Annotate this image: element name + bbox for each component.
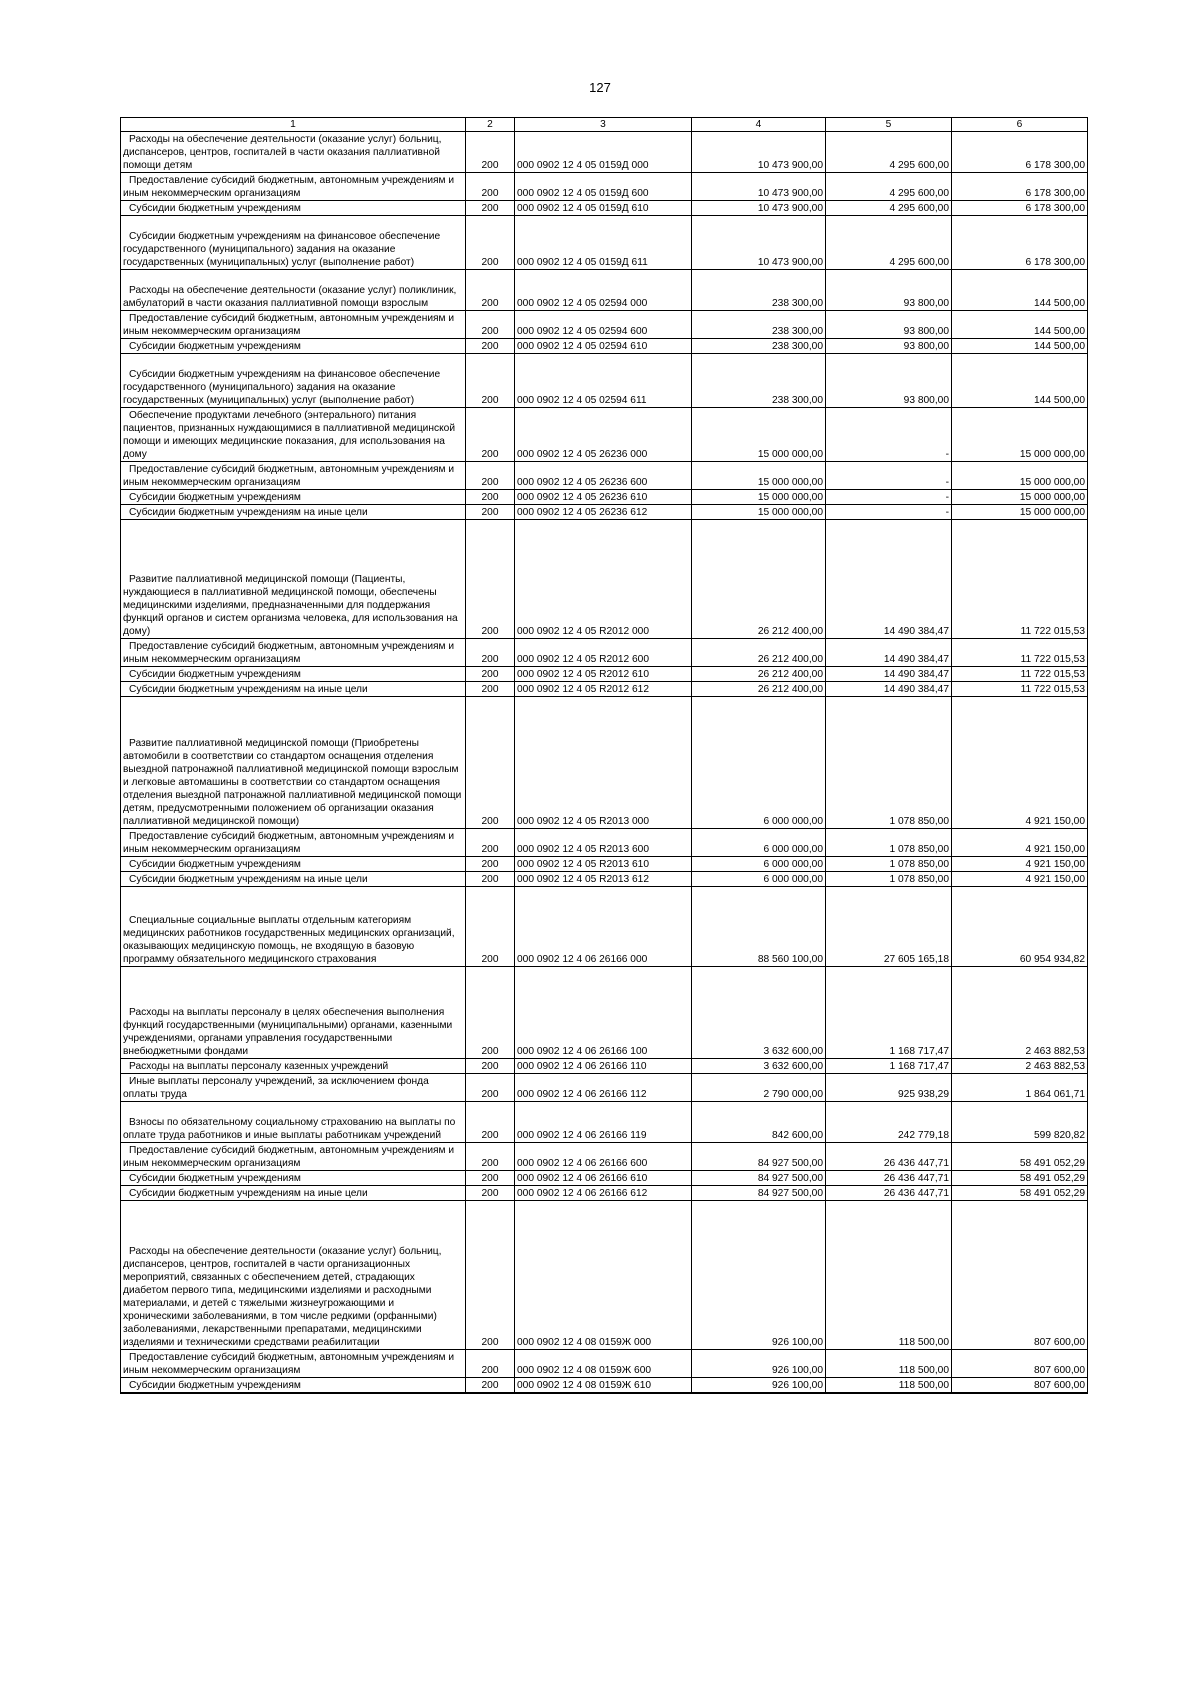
row-executed-cell: 26 436 447,71 [826,1171,952,1186]
row-name-cell [121,697,466,829]
row-executed-cell: 26 436 447,71 [826,1186,952,1201]
row-name-cell [121,490,466,505]
row-executed-cell: 925 938,29 [826,1074,952,1102]
row-remainder-cell: 60 954 934,82 [952,887,1088,967]
row-executed-cell: 93 800,00 [826,339,952,354]
row-classifier-cell: 000 0902 12 4 06 26166 119 [515,1102,692,1143]
row-code-cell: 200 [466,173,515,201]
row-code-cell: 200 [466,201,515,216]
row-remainder-cell: 807 600,00 [952,1378,1088,1393]
row-classifier-cell: 000 0902 12 4 05 02594 600 [515,311,692,339]
row-classifier-cell: 000 0902 12 4 05 0159Д 600 [515,173,692,201]
row-remainder-cell: 6 178 300,00 [952,132,1088,173]
row-remainder-cell: 2 463 882,53 [952,1059,1088,1074]
table-row [121,1378,1088,1393]
row-plan-cell: 6 000 000,00 [692,697,826,829]
row-classifier-cell: 000 0902 12 4 05 R2012 600 [515,639,692,667]
row-executed-cell: 4 295 600,00 [826,201,952,216]
row-name-cell [121,339,466,354]
row-code-cell: 200 [466,1186,515,1201]
row-classifier-cell: 000 0902 12 4 06 26166 612 [515,1186,692,1201]
budget-table [120,117,1088,1394]
row-executed-cell: 93 800,00 [826,354,952,408]
row-executed-cell: 4 295 600,00 [826,173,952,201]
row-name-cell [121,667,466,682]
row-classifier-cell: 000 0902 12 4 05 26236 612 [515,505,692,520]
row-classifier-cell: 000 0902 12 4 05 R2013 610 [515,857,692,872]
row-plan-cell: 3 632 600,00 [692,967,826,1059]
row-remainder-cell: 4 921 150,00 [952,829,1088,857]
column-header-3: 3 [515,118,692,132]
table-row [121,1186,1088,1201]
row-name-text: Обеспечение продуктами лечебного (энтерального) питания пациентов, признанных нуждающимися в паллиативной медицинской помощи и имеющих медицинские показания, для использования на дому [123,410,456,460]
table-row [121,270,1088,311]
row-name-text: Взносы по обязательному социальному страхованию на выплаты по оплате труда работников и иные выплаты работникам учреждений [123,1117,456,1141]
table-row [121,173,1088,201]
row-remainder-cell: 58 491 052,29 [952,1171,1088,1186]
row-plan-cell: 15 000 000,00 [692,462,826,490]
row-name-cell [121,132,466,173]
row-code-cell: 200 [466,1350,515,1378]
row-classifier-cell: 000 0902 12 4 06 26166 110 [515,1059,692,1074]
row-remainder-cell: 11 722 015,53 [952,520,1088,639]
row-classifier-cell: 000 0902 12 4 05 R2012 612 [515,682,692,697]
row-name-cell [121,1059,466,1074]
row-name-cell [121,682,466,697]
row-plan-cell: 26 212 400,00 [692,667,826,682]
row-classifier-cell: 000 0902 12 4 05 R2012 000 [515,520,692,639]
row-executed-cell: 1 078 850,00 [826,697,952,829]
column-header-4: 4 [692,118,826,132]
row-executed-cell: - [826,408,952,462]
row-remainder-cell: 6 178 300,00 [952,216,1088,270]
table-row [121,639,1088,667]
row-classifier-cell: 000 0902 12 4 05 26236 610 [515,490,692,505]
row-name-text: Субсидии бюджетным учреждениям на финансовое обеспечение государственного (муниципального) задания на оказание государственных (муниципальных) услуг (выполнение работ) [123,231,441,268]
row-executed-cell: 14 490 384,47 [826,667,952,682]
row-name-cell [121,872,466,887]
row-plan-cell: 238 300,00 [692,311,826,339]
row-classifier-cell: 000 0902 12 4 05 26236 000 [515,408,692,462]
table-row [121,1059,1088,1074]
row-classifier-cell: 000 0902 12 4 06 26166 000 [515,887,692,967]
row-name-cell [121,1171,466,1186]
row-code-cell: 200 [466,490,515,505]
row-remainder-cell: 599 820,82 [952,1102,1088,1143]
row-classifier-cell: 000 0902 12 4 06 26166 100 [515,967,692,1059]
row-name-text: Субсидии бюджетным учреждениям [129,341,301,352]
row-plan-cell: 15 000 000,00 [692,505,826,520]
row-executed-cell: 14 490 384,47 [826,520,952,639]
table-row [121,1074,1088,1102]
row-code-cell: 200 [466,697,515,829]
row-name-text: Субсидии бюджетным учреждениям [129,203,301,214]
row-name-cell [121,1378,466,1393]
row-plan-cell: 926 100,00 [692,1350,826,1378]
row-executed-cell: - [826,490,952,505]
row-remainder-cell: 4 921 150,00 [952,697,1088,829]
row-classifier-cell: 000 0902 12 4 06 26166 600 [515,1143,692,1171]
row-name-cell [121,462,466,490]
row-classifier-cell: 000 0902 12 4 05 R2013 600 [515,829,692,857]
row-name-text: Субсидии бюджетным учреждениям [129,1173,301,1184]
row-name-text: Субсидии бюджетным учреждениям на иные цели [129,1188,368,1199]
row-code-cell: 200 [466,1074,515,1102]
row-remainder-cell: 807 600,00 [952,1201,1088,1350]
row-executed-cell: 14 490 384,47 [826,639,952,667]
row-classifier-cell: 000 0902 12 4 08 0159Ж 000 [515,1201,692,1350]
row-executed-cell: 4 295 600,00 [826,216,952,270]
row-name-text: Иные выплаты персоналу учреждений, за исключением фонда оплаты труда [123,1076,429,1100]
row-name-text: Предоставление субсидий бюджетным, автономным учреждениям и иным некоммерческим организациям [123,641,455,665]
row-classifier-cell: 000 0902 12 4 06 26166 112 [515,1074,692,1102]
row-name-text: Расходы на обеспечение деятельности (оказание услуг) поликлиник, амбулаторий в части оказания паллиативной помощи взрослым [123,285,457,309]
row-remainder-cell: 11 722 015,53 [952,682,1088,697]
row-name-cell [121,887,466,967]
row-executed-cell: - [826,505,952,520]
row-name-text: Развитие паллиативной медицинской помощи (Пациенты, нуждающиеся в паллиативной медицинской помощи, обеспечены медицинскими изделиями, предназначенными для поддержания функций органов и систем организма человека, для использования на дому) [123,574,458,637]
row-plan-cell: 84 927 500,00 [692,1171,826,1186]
row-executed-cell: 93 800,00 [826,270,952,311]
row-name-cell [121,520,466,639]
row-executed-cell: 26 436 447,71 [826,1143,952,1171]
row-name-cell [121,216,466,270]
row-code-cell: 200 [466,216,515,270]
row-plan-cell: 84 927 500,00 [692,1186,826,1201]
row-remainder-cell: 1 864 061,71 [952,1074,1088,1102]
row-code-cell: 200 [466,639,515,667]
row-name-cell [121,639,466,667]
row-executed-cell: 1 078 850,00 [826,857,952,872]
table-row [121,682,1088,697]
row-code-cell: 200 [466,967,515,1059]
row-executed-cell: 27 605 165,18 [826,887,952,967]
row-plan-cell: 238 300,00 [692,339,826,354]
row-remainder-cell: 58 491 052,29 [952,1186,1088,1201]
row-name-text: Субсидии бюджетным учреждениям [129,669,301,680]
row-plan-cell: 15 000 000,00 [692,408,826,462]
row-remainder-cell: 6 178 300,00 [952,201,1088,216]
row-remainder-cell: 807 600,00 [952,1350,1088,1378]
row-plan-cell: 26 212 400,00 [692,520,826,639]
row-name-cell [121,1350,466,1378]
row-code-cell: 200 [466,829,515,857]
row-plan-cell: 2 790 000,00 [692,1074,826,1102]
table-row [121,1201,1088,1350]
row-name-text: Предоставление субсидий бюджетным, автономным учреждениям и иным некоммерческим организациям [123,831,455,855]
row-name-cell [121,201,466,216]
row-name-text: Предоставление субсидий бюджетным, автономным учреждениям и иным некоммерческим организациям [123,313,455,337]
row-code-cell: 200 [466,1171,515,1186]
row-name-text: Субсидии бюджетным учреждениям на финансовое обеспечение государственного (муниципального) задания на оказание государственных (муниципальных) услуг (выполнение работ) [123,369,441,406]
row-code-cell: 200 [466,520,515,639]
row-code-cell: 200 [466,667,515,682]
row-remainder-cell: 144 500,00 [952,354,1088,408]
row-plan-cell: 6 000 000,00 [692,872,826,887]
column-header-1: 1 [121,118,466,132]
row-name-cell [121,1186,466,1201]
row-classifier-cell: 000 0902 12 4 05 02594 610 [515,339,692,354]
row-name-text: Субсидии бюджетным учреждениям на иные цели [129,507,368,518]
row-code-cell: 200 [466,1102,515,1143]
row-plan-cell: 238 300,00 [692,354,826,408]
row-name-cell [121,505,466,520]
row-name-cell [121,1102,466,1143]
table-row [121,490,1088,505]
row-plan-cell: 10 473 900,00 [692,132,826,173]
row-executed-cell: 4 295 600,00 [826,132,952,173]
row-name-cell [121,1201,466,1350]
row-name-text: Развитие паллиативной медицинской помощи (Приобретены автомобили в соответствии со стандартом оснащения отделения выездной патронажной паллиативной медицинской помощи взрослым и легковые автомашины в соответствии со стандартом оснащения отделения выездной патронажной паллиативной медицинской помощи детям, предусмотренными положением об организации оказания паллиативной медицинской помощи) [123,738,462,827]
row-code-cell: 200 [466,857,515,872]
table-row [121,520,1088,639]
row-executed-cell: 93 800,00 [826,311,952,339]
row-name-cell [121,311,466,339]
row-plan-cell: 6 000 000,00 [692,857,826,872]
row-name-text: Расходы на обеспечение деятельности (оказание услуг) больниц, диспансеров, центров, госпиталей в части оказания паллиативной помощи детям [123,134,442,171]
row-code-cell: 200 [466,1143,515,1171]
row-classifier-cell: 000 0902 12 4 05 0159Д 610 [515,201,692,216]
table-row [121,872,1088,887]
row-name-text: Предоставление субсидий бюджетным, автономным учреждениям и иным некоммерческим организациям [123,175,455,199]
row-plan-cell: 88 560 100,00 [692,887,826,967]
row-name-text: Субсидии бюджетным учреждениям [129,492,301,503]
row-plan-cell: 926 100,00 [692,1378,826,1393]
row-name-text: Расходы на обеспечение деятельности (оказание услуг) больниц, диспансеров, центров, госпиталей в части организационных мероприятий, связанных с обеспечением детей, страдающих диабетом первого типа, медицинскими изделиями и расходными материалами, и детей с тяжелыми жизнеугрожающими и хроническими заболеваниями, в том числе редкими (орфанными) заболеваниями, лекарственными препаратами, медицинскими изделиями и техническими средствами реабилитации [123,1246,442,1348]
row-executed-cell: 118 500,00 [826,1378,952,1393]
row-name-text: Предоставление субсидий бюджетным, автономным учреждениям и иным некоммерческим организациям [123,1352,455,1376]
row-code-cell: 200 [466,682,515,697]
row-plan-cell: 26 212 400,00 [692,639,826,667]
row-name-text: Специальные социальные выплаты отдельным категориям медицинских работников государственных медицинских организаций, оказывающих медицинскую помощь, не входящую в базовую программу обязательного медицинского страхования [123,915,455,965]
row-executed-cell: 242 779,18 [826,1102,952,1143]
row-code-cell: 200 [466,505,515,520]
row-plan-cell: 10 473 900,00 [692,216,826,270]
row-classifier-cell: 000 0902 12 4 05 0159Д 000 [515,132,692,173]
row-name-text: Предоставление субсидий бюджетным, автономным учреждениям и иным некоммерческим организациям [123,1145,455,1169]
row-classifier-cell: 000 0902 12 4 05 02594 611 [515,354,692,408]
row-remainder-cell: 58 491 052,29 [952,1143,1088,1171]
row-code-cell: 200 [466,887,515,967]
row-remainder-cell: 2 463 882,53 [952,967,1088,1059]
row-remainder-cell: 4 921 150,00 [952,857,1088,872]
row-classifier-cell: 000 0902 12 4 05 R2013 000 [515,697,692,829]
row-name-text: Субсидии бюджетным учреждениям на иные цели [129,874,368,885]
row-remainder-cell: 15 000 000,00 [952,505,1088,520]
row-code-cell: 200 [466,1378,515,1393]
table-body [121,132,1088,1393]
header-row [121,118,1088,132]
row-executed-cell: 1 168 717,47 [826,967,952,1059]
row-code-cell: 200 [466,132,515,173]
table-row [121,967,1088,1059]
row-name-text: Расходы на выплаты персоналу в целях обеспечения выполнения функций государственными (муниципальными) органами, казенными учреждениями, органами управления государственными внебюджетными фондами [123,1007,453,1057]
table-row [121,354,1088,408]
row-name-cell [121,354,466,408]
row-name-text: Расходы на выплаты персоналу казенных учреждений [129,1061,389,1072]
column-header-6: 6 [952,118,1088,132]
row-name-text: Предоставление субсидий бюджетным, автономным учреждениям и иным некоммерческим организациям [123,464,455,488]
row-classifier-cell: 000 0902 12 4 05 R2013 612 [515,872,692,887]
row-classifier-cell: 000 0902 12 4 08 0159Ж 610 [515,1378,692,1393]
row-name-cell [121,270,466,311]
row-name-cell [121,173,466,201]
row-remainder-cell: 15 000 000,00 [952,462,1088,490]
row-classifier-cell: 000 0902 12 4 08 0159Ж 600 [515,1350,692,1378]
row-remainder-cell: 144 500,00 [952,339,1088,354]
row-code-cell: 200 [466,339,515,354]
table-row [121,887,1088,967]
row-classifier-cell: 000 0902 12 4 06 26166 610 [515,1171,692,1186]
table-row [121,1102,1088,1143]
row-plan-cell: 6 000 000,00 [692,829,826,857]
row-plan-cell: 238 300,00 [692,270,826,311]
row-executed-cell: 14 490 384,47 [826,682,952,697]
row-name-cell [121,1143,466,1171]
column-header-5: 5 [826,118,952,132]
row-remainder-cell: 144 500,00 [952,311,1088,339]
row-remainder-cell: 4 921 150,00 [952,872,1088,887]
row-remainder-cell: 11 722 015,53 [952,667,1088,682]
row-classifier-cell: 000 0902 12 4 05 02594 000 [515,270,692,311]
table-row [121,339,1088,354]
row-executed-cell: - [826,462,952,490]
row-remainder-cell: 6 178 300,00 [952,173,1088,201]
row-code-cell: 200 [466,408,515,462]
row-executed-cell: 118 500,00 [826,1201,952,1350]
row-remainder-cell: 15 000 000,00 [952,408,1088,462]
row-code-cell: 200 [466,354,515,408]
table-header [121,118,1088,132]
row-executed-cell: 1 078 850,00 [826,872,952,887]
table-row [121,201,1088,216]
table-row [121,1350,1088,1378]
table-row [121,1171,1088,1186]
column-header-2: 2 [466,118,515,132]
table-row [121,132,1088,173]
table-row [121,311,1088,339]
row-code-cell: 200 [466,270,515,311]
row-plan-cell: 10 473 900,00 [692,173,826,201]
row-plan-cell: 10 473 900,00 [692,201,826,216]
row-classifier-cell: 000 0902 12 4 05 0159Д 611 [515,216,692,270]
row-plan-cell: 15 000 000,00 [692,490,826,505]
row-remainder-cell: 144 500,00 [952,270,1088,311]
row-name-cell [121,967,466,1059]
row-plan-cell: 3 632 600,00 [692,1059,826,1074]
row-plan-cell: 26 212 400,00 [692,682,826,697]
table-row [121,462,1088,490]
table-row [121,829,1088,857]
table-row [121,408,1088,462]
row-remainder-cell: 11 722 015,53 [952,639,1088,667]
row-name-cell [121,857,466,872]
row-executed-cell: 1 078 850,00 [826,829,952,857]
row-name-text: Субсидии бюджетным учреждениям [129,859,301,870]
row-name-text: Субсидии бюджетным учреждениям [129,1379,301,1391]
page-number: 127 [589,80,611,95]
row-name-cell [121,1074,466,1102]
row-name-text: Субсидии бюджетным учреждениям на иные цели [129,684,368,695]
row-name-cell [121,408,466,462]
row-name-cell [121,829,466,857]
row-code-cell: 200 [466,1201,515,1350]
row-plan-cell: 84 927 500,00 [692,1143,826,1171]
table-row [121,1143,1088,1171]
row-code-cell: 200 [466,462,515,490]
row-plan-cell: 926 100,00 [692,1201,826,1350]
table-row [121,697,1088,829]
table-row [121,857,1088,872]
row-plan-cell: 842 600,00 [692,1102,826,1143]
row-executed-cell: 118 500,00 [826,1350,952,1378]
table-row [121,667,1088,682]
row-code-cell: 200 [466,311,515,339]
row-classifier-cell: 000 0902 12 4 05 26236 600 [515,462,692,490]
row-executed-cell: 1 168 717,47 [826,1059,952,1074]
row-classifier-cell: 000 0902 12 4 05 R2012 610 [515,667,692,682]
table-row [121,505,1088,520]
row-code-cell: 200 [466,872,515,887]
row-code-cell: 200 [466,1059,515,1074]
table-row [121,216,1088,270]
row-remainder-cell: 15 000 000,00 [952,490,1088,505]
